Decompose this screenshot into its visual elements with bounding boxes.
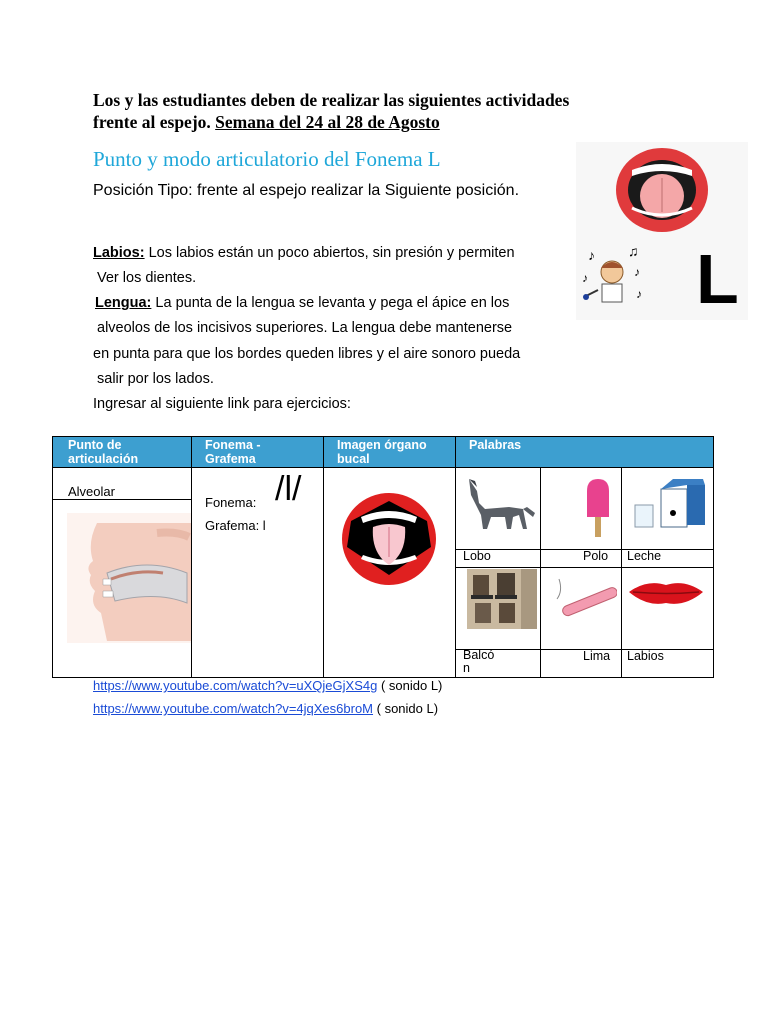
body-line-6: Ingresar al siguiente link para ejercicios:	[93, 396, 351, 412]
labios-continuation: Ver los dientes.	[97, 270, 197, 286]
svg-text:♫: ♫	[628, 243, 639, 259]
milk-icon	[633, 475, 709, 531]
intro-line-2-text: frente al espejo.	[93, 112, 216, 132]
alveolar-label: Alveolar	[68, 484, 115, 499]
letter-l: L	[696, 240, 739, 318]
divider	[53, 499, 191, 500]
divider	[53, 467, 713, 468]
word-lima: Lima	[583, 649, 611, 663]
header-imagen-line-2: bucal	[337, 452, 370, 466]
header-palabras: Palabras	[469, 438, 522, 452]
intro-line-1: Los y las estudiantes deben de realizar las siguientes actividades	[93, 90, 570, 110]
word-balcon-part-2: n	[463, 661, 470, 675]
lengua-text: La punta de la lengua se levanta y pega el ápice en los	[151, 295, 510, 311]
header-fonema	[205, 438, 261, 466]
balcony-icon	[467, 569, 537, 629]
link-row-2	[93, 701, 438, 716]
labios-text: Los labios están un poco abiertos, sin presión y permiten	[144, 245, 515, 261]
link-note-1: ( sonido L)	[377, 678, 443, 693]
body-line-5: salir por los lados.	[97, 371, 214, 387]
labios-label: Labios:	[93, 245, 145, 261]
header-imagen	[337, 438, 427, 466]
grafema-label: Grafema: l	[205, 518, 266, 533]
popsicle-icon	[581, 477, 615, 541]
fonema-symbol: /l/	[275, 470, 302, 508]
position-instruction: Posición Tipo: frente al espejo realizar la Siguiente posición.	[93, 182, 520, 199]
divider	[540, 467, 541, 677]
body-line-3: alveolos de los incisivos superiores. La lengua debe mantenerse	[97, 320, 513, 336]
lengua-label: Lengua:	[95, 295, 152, 311]
open-mouth-icon	[339, 487, 439, 587]
articulation-table	[52, 436, 714, 678]
header-punto-line-2: articulación	[68, 452, 139, 466]
svg-text:♪: ♪	[634, 265, 640, 279]
wolf-icon	[465, 473, 537, 533]
lengua-line	[95, 294, 509, 312]
labios-line	[93, 244, 515, 262]
header-imagen-line-1: Imagen órgano	[337, 438, 427, 452]
word-polo: Polo	[583, 549, 609, 563]
svg-text:♪: ♪	[582, 271, 588, 285]
link-note-2: ( sonido L)	[373, 701, 439, 716]
table-header-row	[53, 437, 713, 467]
divider	[621, 467, 622, 677]
divider	[455, 437, 456, 677]
word-lobo: Lobo	[463, 549, 491, 563]
youtube-link-1[interactable]: https://www.youtube.com/watch?v=uXQjeGjXS4g	[93, 678, 378, 693]
intro-line-2	[93, 111, 693, 133]
word-balcon-part-1: Balcó	[463, 648, 495, 662]
header-fonema-line-2: Grafema	[205, 452, 256, 466]
svg-text:♪: ♪	[588, 247, 595, 263]
lips-icon	[627, 577, 705, 607]
week-range: Semana del 24 al 28 de Agosto	[215, 112, 440, 132]
word-labios: Labios	[627, 649, 664, 663]
youtube-link-2[interactable]: https://www.youtube.com/watch?v=4jqXes6broM	[93, 701, 374, 716]
alveolar-diagram-icon	[67, 513, 191, 643]
header-punto-line-1: Punto de	[68, 438, 122, 452]
word-leche: Leche	[627, 549, 662, 563]
svg-text:♪: ♪	[636, 287, 642, 301]
divider	[455, 567, 713, 568]
divider	[191, 437, 192, 677]
page-title: Punto y modo articulatorio del Fonema L	[93, 147, 441, 171]
header-punto	[68, 438, 138, 466]
singing-child-icon	[578, 242, 650, 312]
nail-file-icon	[553, 571, 617, 627]
link-row-1	[93, 678, 442, 693]
intro-paragraph	[93, 89, 693, 133]
word-balcon	[463, 649, 494, 675]
divider	[323, 437, 324, 677]
body-line-4: en punta para que los bordes queden libres y el aire sonoro pueda	[93, 346, 521, 362]
header-fonema-line-1: Fonema -	[205, 438, 261, 452]
fonema-label: Fonema:	[205, 495, 257, 510]
